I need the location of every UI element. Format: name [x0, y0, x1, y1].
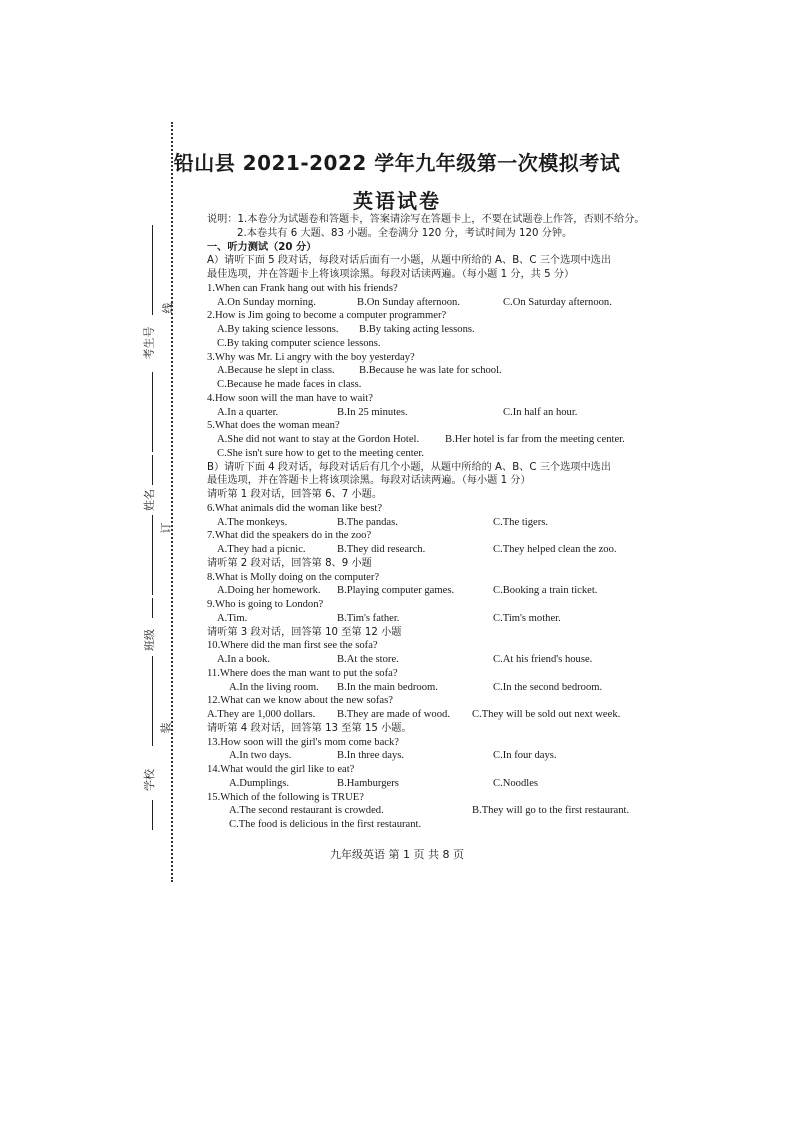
question-stem: 9.Who is going to London?	[207, 599, 324, 610]
option-a[interactable]: A.In a quarter.	[217, 406, 279, 418]
question-stem: 12.What can we know about the new sofas?	[207, 695, 393, 707]
question-stem: 14.What would the girl like to eat?	[207, 764, 355, 775]
dialog-1-instruction: 请听第 1 段对话，回答第 6、7 小题。	[207, 489, 383, 500]
question-options	[207, 681, 687, 695]
question-options	[207, 296, 687, 310]
question-stem: 6.What animals did the woman like best?	[207, 502, 383, 514]
page-footer: 九年级英语 第 1 页 共 8 页	[330, 848, 464, 861]
part-b-instruction-2: 最佳选项，并在答题卡上将该项涂黑。每段对话读两遍。（每小题 1 分）	[207, 475, 531, 487]
name-fill-line[interactable]	[152, 455, 153, 485]
option-b[interactable]: B.In three days.	[337, 750, 405, 762]
note-1: 说明：1.本卷分为试题卷和答题卡，答案请涂写在答题卡上，不要在试题卷上作答，否则不给分。	[207, 214, 645, 225]
question-options	[207, 584, 687, 598]
question-options	[207, 516, 687, 530]
dialog-3-instruction: 请听第 3 段对话，回答第 10 至第 12 小题	[207, 626, 402, 638]
name-label: 姓名	[143, 489, 156, 511]
option-c[interactable]: C.Because he made faces in class.	[217, 379, 362, 390]
part-a-instruction-1: A）请听下面 5 段对话，每段对话后面有一小题，从题中所给的 A、B、C 三个选项中选出	[207, 255, 612, 267]
option-c[interactable]: C.In the second bedroom.	[493, 681, 603, 693]
option-c[interactable]: C.On Saturday afternoon.	[503, 296, 612, 308]
option-c[interactable]: C.The tigers.	[493, 516, 549, 528]
question-options	[207, 364, 687, 378]
question-options	[207, 406, 687, 420]
option-c[interactable]: C.They will be sold out next week.	[472, 709, 621, 720]
option-b[interactable]: B.They will go to the first restaurant.	[472, 805, 630, 817]
class-fill-line[interactable]	[152, 598, 153, 618]
option-a[interactable]: A.Dumplings.	[229, 777, 290, 789]
option-b[interactable]: B.They did research.	[337, 544, 426, 555]
exam-title: 铅山县 2021-2022 学年九年级第一次模拟考试	[173, 151, 621, 175]
option-b[interactable]: B.At the store.	[337, 654, 399, 665]
exam-subtitle: 英语试卷	[353, 189, 441, 213]
question-stem: 4.How soon will the man have to wait?	[207, 392, 373, 404]
option-a[interactable]: A.By taking science lessons.	[217, 324, 339, 335]
option-b[interactable]: B.Tim's father.	[337, 612, 400, 624]
option-a[interactable]: A.Because he slept in class.	[217, 365, 335, 377]
question-options	[207, 433, 687, 447]
dialog-4-instruction: 请听第 4 段对话，回答第 13 至第 15 小题。	[207, 722, 412, 734]
option-c[interactable]: C.She isn't sure how to get to the meeting center.	[217, 447, 424, 459]
question-options	[207, 804, 687, 818]
seat-number-fill-line[interactable]	[152, 225, 153, 315]
option-a[interactable]: A.They are 1,000 dollars.	[207, 709, 316, 720]
seat-number-fill-line-2[interactable]	[152, 372, 153, 452]
option-b[interactable]: B.In the main bedroom.	[337, 681, 438, 693]
option-a[interactable]: A.In two days.	[229, 750, 292, 762]
option-c[interactable]: C.In four days.	[493, 750, 557, 762]
question-stem: 3.Why was Mr. Li angry with the boy yesterday?	[207, 351, 415, 363]
option-a[interactable]: A.In a book.	[217, 654, 270, 665]
option-c[interactable]: C.In half an hour.	[503, 406, 578, 418]
question-stem: 10.Where did the man first see the sofa?	[207, 640, 378, 652]
option-c[interactable]: C.Tim's mother.	[493, 612, 561, 624]
option-c[interactable]: C.At his friend's house.	[493, 654, 593, 665]
option-b[interactable]: B.They are made of wood.	[337, 709, 450, 720]
option-a[interactable]: A.Doing her homework.	[217, 585, 321, 597]
class-label: 班级	[143, 629, 156, 651]
option-b[interactable]: B.The pandas.	[337, 516, 398, 528]
binding-line	[171, 122, 173, 882]
binding-line-label: 线	[161, 302, 175, 314]
part-b-instruction-1: B）请听下面 4 段对话，每段对话后有几个小题，从题中所给的 A、B、C 三个选项中选出	[207, 461, 612, 473]
option-c[interactable]: C.They helped clean the zoo.	[493, 544, 617, 555]
question-options	[207, 543, 687, 557]
question-options	[207, 708, 687, 722]
option-c[interactable]: C.The food is delicious in the first restaurant.	[229, 819, 422, 830]
question-stem: 15.Which of the following is TRUE?	[207, 791, 364, 803]
school-label: 学校	[143, 769, 156, 791]
option-b[interactable]: B.Because he was late for school.	[359, 365, 502, 377]
option-a[interactable]: A.On Sunday morning.	[217, 296, 316, 308]
question-options	[207, 777, 687, 791]
question-stem: 5.What does the woman mean?	[207, 420, 340, 432]
question-stem: 7.What did the speakers do in the zoo?	[207, 530, 372, 542]
option-b[interactable]: B.By taking acting lessons.	[359, 324, 475, 335]
option-b[interactable]: B.On Sunday afternoon.	[357, 296, 460, 308]
question-stem: 13.How soon will the girl's mom come back?	[207, 736, 399, 748]
option-a[interactable]: A.The second restaurant is crowded.	[229, 805, 384, 817]
section-heading: 一、听力测试（20 分）	[207, 241, 317, 253]
seat-number-label: 考生号	[142, 326, 156, 360]
question-stem: 2.How is Jim going to become a computer programmer?	[207, 310, 447, 322]
option-a[interactable]: A.The monkeys.	[217, 516, 288, 528]
option-c[interactable]: C.Noodles	[493, 777, 539, 789]
binding-ding-label: 订	[159, 522, 173, 534]
option-b[interactable]: B.Her hotel is far from the meeting center.	[445, 434, 625, 445]
option-c[interactable]: C.By taking computer science lessons.	[217, 337, 381, 349]
option-c[interactable]: C.Booking a train ticket.	[493, 585, 598, 597]
question-stem: 8.What is Molly doing on the computer?	[207, 571, 380, 583]
part-a-instruction-2: 最佳选项，并在答题卡上将该项涂黑。每段对话读两遍。（每小题 1 分，共 5 分）	[207, 269, 575, 280]
option-b[interactable]: B.Playing computer games.	[337, 585, 455, 597]
class-fill-line-2[interactable]	[152, 656, 153, 746]
name-fill-line-2[interactable]	[152, 515, 153, 595]
option-a[interactable]: A.In the living room.	[229, 681, 319, 693]
question-options	[207, 749, 687, 763]
question-stem: 1.When can Frank hang out with his friends?	[207, 282, 398, 294]
dialog-2-instruction: 请听第 2 段对话，回答第 8、9 小题	[207, 557, 372, 569]
question-options	[207, 323, 687, 337]
school-fill-line[interactable]	[152, 800, 153, 830]
option-a[interactable]: A.Tim.	[217, 612, 248, 624]
question-options	[207, 612, 687, 626]
binding-zhuang-label: 装	[159, 722, 173, 734]
question-options	[207, 653, 687, 667]
exam-content	[207, 213, 687, 832]
option-a[interactable]: A.She did not want to stay at the Gordon Hotel.	[217, 434, 420, 445]
option-b[interactable]: B.Hamburgers	[337, 777, 399, 789]
note-2: 2.本卷共有 6 大题、83 小题。全卷满分 120 分，考试时间为 120 分钟。	[237, 227, 573, 239]
option-b[interactable]: B.In 25 minutes.	[337, 406, 408, 418]
question-stem: 11.Where does the man want to put the sofa?	[207, 667, 398, 679]
option-a[interactable]: A.They had a picnic.	[217, 544, 306, 555]
